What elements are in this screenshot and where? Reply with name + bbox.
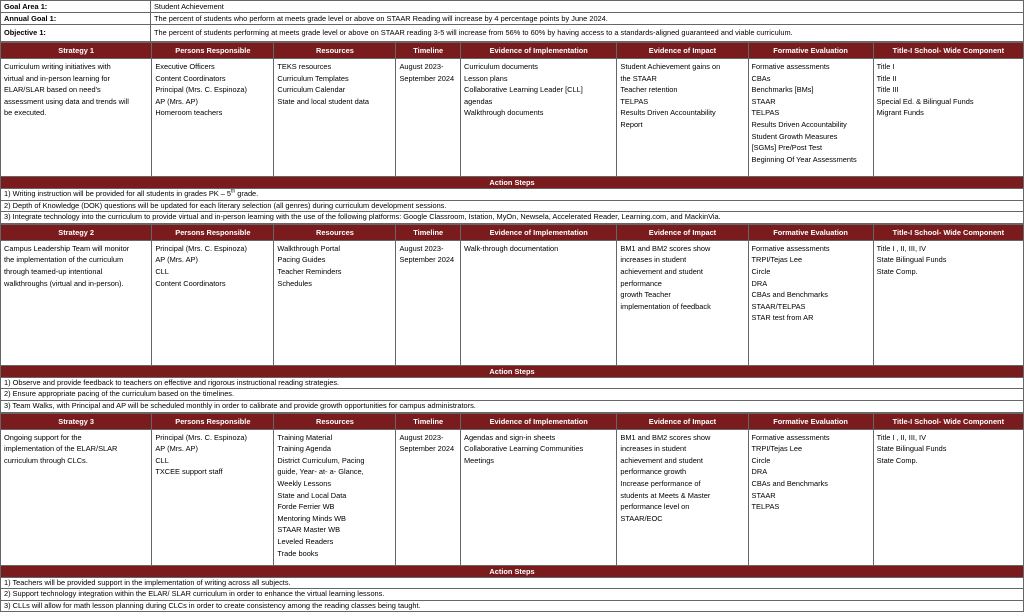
timeline-line: August 2023- [399,62,444,71]
action-step [1,189,1024,201]
action-steps-label: Action Steps [1,365,1024,377]
persons-responsible-line: Principal (Mrs. C. Espinoza) [155,432,247,442]
title-i-component-line: Special Ed. & Bilingual Funds [876,96,974,106]
title-i-component-header: Title-I School- Wide Component [873,413,1023,429]
action-step-row [1,400,1024,412]
action-step-text: 3) Integrate technology into the curriculum to provide virtual and in-person learning with the use of the following platforms: Google Classroom, Istation, MyOn, Newsela, Accelerated Reader, Learning.com, and MackinVia. [4,212,721,222]
objective-label: Objective 1: [1,25,151,42]
strategy-body-row [1,429,1024,565]
strategy-description-line: Campus Leadership Team will monitor [4,243,130,253]
strategy-description-line: ELAR/SLAR based on need's [4,85,101,95]
timeline-header: Timeline [396,43,461,59]
timeline-line: August 2023- [399,243,444,253]
evidence-of-implementation-cell [461,240,617,365]
evidence-of-impact-line: increases in student [620,255,687,265]
persons-responsible-line: AP (Mrs. AP) [155,255,198,265]
resources-line: Training Agenda [277,444,331,454]
formative-evaluation-line: STAR test from AR [751,313,814,323]
formative-evaluation-cell [748,59,873,177]
evidence-of-impact-header: Evidence of Impact [617,413,748,429]
persons-responsible-line: Executive Officers [155,62,215,71]
persons-responsible-line: Homeroom teachers [155,108,223,118]
persons-responsible-cell [152,59,274,177]
objective-row [1,25,1024,42]
resources-header: Resources [274,224,396,240]
strategy-description-line: Curriculum writing initiatives with [4,62,111,71]
action-step [1,589,1024,601]
action-step-row [1,589,1024,601]
strategy-header-row [1,413,1024,429]
evidence-of-implementation-line: Walk-through documentation [464,243,559,253]
formative-evaluation-line: Circle [751,455,771,465]
strategy-body-row [1,240,1024,365]
evidence-of-impact-line: STAAR/EOC [620,513,663,523]
action-step [1,600,1024,612]
action-step [1,200,1024,212]
evidence-of-implementation-line: Walkthrough documents [464,108,544,118]
persons-responsible-line: Content Coordinators [155,278,226,288]
evidence-of-implementation-cell [461,429,617,565]
timeline-cell [396,429,461,565]
evidence-of-impact-line: implementation of feedback [620,301,711,311]
evidence-of-impact-cell [617,240,748,365]
timeline-cell [396,240,461,365]
resources-cell [274,429,396,565]
resources-line: Forde Ferrier WB [277,502,335,512]
evidence-of-implementation-line: Collaborative Learning Communities [464,444,584,454]
evidence-of-impact-header: Evidence of Impact [617,43,748,59]
timeline-line: September 2024 [399,444,455,454]
strategy-description-line: be executed. [4,108,47,118]
strategy-1-table [0,42,1024,224]
resources-header: Resources [274,413,396,429]
strategy-description-line: curriculum through CLCs. [4,455,88,465]
title-i-component-cell [873,240,1023,365]
persons-responsible-line: Principal (Mrs. C. Espinoza) [155,243,247,253]
title-i-component-line: Title I , II, III, IV [876,243,927,253]
goal-area-row [1,1,1024,13]
action-steps-label: Action Steps [1,565,1024,577]
action-step-text: 3) Team Walks, with Principal and AP will be scheduled monthly in order to calibrate and provide growth opportunities for campus administrators. [4,400,476,410]
evidence-of-impact-line: Teacher retention [620,85,678,95]
title-i-component-line: State Bilingual Funds [876,255,947,265]
resources-line: Schedules [277,278,312,288]
resources-line: Training Material [277,432,333,442]
action-step-text: 2) Depth of Knowledge (DOK) questions will be updated for each literary selection (all genres) during curriculum development sessions. [4,200,447,210]
persons-responsible-line: AP (Mrs. AP) [155,444,198,454]
action-step-text: 1) Observe and provide feedback to teachers on effective and rigorous instructional reading strategies. [4,377,340,387]
title-i-component-line: Title III [876,85,899,95]
formative-evaluation-line: Results Driven Accountability [751,119,847,129]
evidence-of-impact-line: achievement and student [620,266,703,276]
goal-area-label: Goal Area 1: [1,1,151,13]
strategy-description-line: walkthroughs (virtual and in-person). [4,278,124,288]
action-step-text: 1) Teachers will be provided support in the implementation of writing across all subjects. [4,577,291,587]
action-step-text-end: grade. [235,189,259,198]
goal-header-table [0,0,1024,42]
title-i-component-line: State Comp. [876,266,918,276]
evidence-of-impact-line: performance [620,278,662,288]
strategy-description-line: the implementation of the curriculum [4,255,124,265]
objective-value: The percent of students performing at meets grade level or above on STAAR reading 3-5 will increase from 56% to 60% by having access to a standards-aligned guaranteed and viable curriculum. [151,25,1024,42]
formative-evaluation-line: Formative assessments [751,243,830,253]
evidence-of-impact-line: achievement and student [620,455,703,465]
resources-cell [274,240,396,365]
evidence-of-impact-line: increases in student [620,444,687,454]
action-step-row [1,600,1024,612]
persons-responsible-header: Persons Responsible [152,43,274,59]
title-i-component-line: Title II [876,73,897,83]
formative-evaluation-line: [SGMs] Pre/Post Test [751,143,823,153]
resources-line: TEKS resources [277,62,332,71]
action-step-row [1,577,1024,589]
resources-line: Leveled Readers [277,536,334,546]
evidence-of-impact-line: Results Driven Accountability [620,108,716,118]
persons-responsible-line: AP (Mrs. AP) [155,96,198,106]
strategy-body-row [1,59,1024,177]
strategy-header-row [1,224,1024,240]
strategy-header-row [1,43,1024,59]
title-i-component-cell [873,429,1023,565]
formative-evaluation-line: DRA [751,467,768,477]
evidence-of-impact-header: Evidence of Impact [617,224,748,240]
strategy-label: Strategy 2 [1,224,152,240]
action-step-text: 3) CLLs will allow for math lesson planning during CLCs in order to create consistency among the reading classes being taught. [4,600,421,610]
strategy-2-table [0,224,1024,413]
persons-responsible-line: Content Coordinators [155,73,226,83]
strategy-label: Strategy 3 [1,413,152,429]
title-i-component-line: Migrant Funds [876,108,924,118]
persons-responsible-line: TXCEE support staff [155,467,223,477]
evidence-of-impact-line: Student Achievement gains on [620,62,721,71]
title-i-component-header: Title-I School- Wide Component [873,43,1023,59]
timeline-header: Timeline [396,224,461,240]
strategy-description-line: implementation of the ELAR/SLAR [4,444,118,454]
formative-evaluation-line: TELPAS [751,502,780,512]
formative-evaluation-cell [748,240,873,365]
strategy-description-line: Ongoing support for the [4,432,82,442]
evidence-of-implementation-cell [461,59,617,177]
strategy-description-cell [1,59,152,177]
title-i-component-cell [873,59,1023,177]
evidence-of-implementation-header: Evidence of Implementation [461,43,617,59]
persons-responsible-line: CLL [155,266,169,276]
resources-line: STAAR Master WB [277,525,341,535]
resources-line: Curriculum Calendar [277,85,346,95]
formative-evaluation-line: TRPI/Tejas Lee [751,255,803,265]
evidence-of-implementation-line: agendas [464,96,493,106]
evidence-of-implementation-line: Lesson plans [464,73,508,83]
persons-responsible-header: Persons Responsible [152,224,274,240]
evidence-of-impact-line: students at Meets & Master [620,490,711,500]
evidence-of-impact-line: growth Teacher [620,290,671,300]
annual-goal-value: The percent of students who perform at meets grade level or above on STAAR Reading will increase by 4 percentage points by June 2024. [151,13,1024,25]
formative-evaluation-header: Formative Evaluation [748,224,873,240]
resources-line: Mentoring Minds WB [277,513,346,523]
evidence-of-impact-line: Increase performance of [620,478,701,488]
resources-line: guide, Year- at- a- Glance, [277,467,364,477]
formative-evaluation-line: Formative assessments [751,432,830,442]
strategy-3-table [0,413,1024,612]
action-step-row [1,189,1024,201]
action-step [1,577,1024,589]
resources-line: Walkthrough Portal [277,243,340,253]
evidence-of-impact-line: TELPAS [620,96,649,106]
action-step-row [1,389,1024,401]
evidence-of-impact-line: performance growth [620,467,687,477]
title-i-component-header: Title-I School- Wide Component [873,224,1023,240]
title-i-component-line: Title I [876,62,895,71]
goal-area-value: Student Achievement [151,1,1024,13]
action-step-row [1,377,1024,389]
strategy-label: Strategy 1 [1,43,152,59]
formative-evaluation-cell [748,429,873,565]
action-step-superscript: th [231,188,236,195]
action-steps-label: Action Steps [1,177,1024,189]
timeline-cell [396,59,461,177]
evidence-of-implementation-line: Agendas and sign-in sheets [464,432,556,442]
action-step-text: 2) Ensure appropriate pacing of the curriculum based on the timelines. [4,389,235,399]
evidence-of-impact-line: BM1 and BM2 scores show [620,432,711,442]
resources-line: State and local student data [277,96,370,106]
resources-line: Trade books [277,548,319,558]
formative-evaluation-line: STAAR [751,96,776,106]
evidence-of-implementation-line: Meetings [464,455,495,465]
title-i-component-line: Title I , II, III, IV [876,432,927,442]
formative-evaluation-line: CBAs and Benchmarks [751,478,828,488]
formative-evaluation-line: CBAs [751,73,771,83]
formative-evaluation-line: Beginning Of Year Assessments [751,154,857,164]
evidence-of-impact-line: BM1 and BM2 scores show [620,243,711,253]
action-step [1,389,1024,401]
action-step-text: 1) Writing instruction will be provided for all students in grades PK – 5 [4,189,232,198]
annual-goal-row [1,13,1024,25]
action-steps-header-row [1,177,1024,189]
evidence-of-implementation-header: Evidence of Implementation [461,413,617,429]
evidence-of-implementation-line: Collaborative Learning Leader [CLL] [464,85,583,95]
action-steps-header-row [1,365,1024,377]
strategy-description-cell [1,429,152,565]
formative-evaluation-line: STAAR/TELPAS [751,301,806,311]
evidence-of-impact-line: performance level on [620,502,690,512]
resources-line: Curriculum Templates [277,73,349,83]
strategy-description-cell [1,240,152,365]
evidence-of-impact-line: Report [620,119,643,129]
formative-evaluation-line: TRPI/Tejas Lee [751,444,803,454]
persons-responsible-header: Persons Responsible [152,413,274,429]
formative-evaluation-line: DRA [751,278,768,288]
resources-cell [274,59,396,177]
timeline-line: August 2023- [399,432,444,442]
timeline-line: September 2024 [399,255,455,265]
action-step [1,400,1024,412]
resources-line: Weekly Lessons [277,478,332,488]
persons-responsible-line: Principal (Mrs. C. Espinoza) [155,85,247,95]
action-step [1,377,1024,389]
formative-evaluation-line: TELPAS [751,108,780,118]
action-step-row [1,212,1024,224]
persons-responsible-cell [152,240,274,365]
evidence-of-implementation-header: Evidence of Implementation [461,224,617,240]
formative-evaluation-line: Student Growth Measures [751,131,838,141]
formative-evaluation-line: Circle [751,266,771,276]
evidence-of-impact-line: the STAAR [620,73,657,83]
action-step-text: 2) Support technology integration within the ELAR/ SLAR curriculum in order to enhance the virtual learning lessons. [4,589,385,599]
formative-evaluation-header: Formative Evaluation [748,413,873,429]
timeline-header: Timeline [396,413,461,429]
action-step [1,212,1024,224]
strategy-description-line: through teamed-up intentional [4,266,103,276]
formative-evaluation-line: CBAs and Benchmarks [751,290,828,300]
evidence-of-implementation-line: Curriculum documents [464,62,538,71]
action-steps-header-row [1,565,1024,577]
title-i-component-line: State Bilingual Funds [876,444,947,454]
annual-goal-label: Annual Goal 1: [1,13,151,25]
persons-responsible-cell [152,429,274,565]
formative-evaluation-line: STAAR [751,490,776,500]
evidence-of-impact-cell [617,59,748,177]
resources-line: District Curriculum, Pacing [277,455,365,465]
formative-evaluation-header: Formative Evaluation [748,43,873,59]
timeline-line: September 2024 [399,73,455,83]
strategy-description-line: virtual and in-person learning for [4,73,110,83]
strategies-container [0,42,1024,612]
resources-line: Pacing Guides [277,255,326,265]
action-step-row [1,200,1024,212]
formative-evaluation-line: Formative assessments [751,62,830,71]
resources-line: Teacher Reminders [277,266,342,276]
resources-line: State and Local Data [277,490,347,500]
resources-header: Resources [274,43,396,59]
formative-evaluation-line: Benchmarks [BMs] [751,85,814,95]
title-i-component-line: State Comp. [876,455,918,465]
evidence-of-impact-cell [617,429,748,565]
strategy-description-line: assessment using data and trends will [4,96,129,106]
persons-responsible-line: CLL [155,455,169,465]
